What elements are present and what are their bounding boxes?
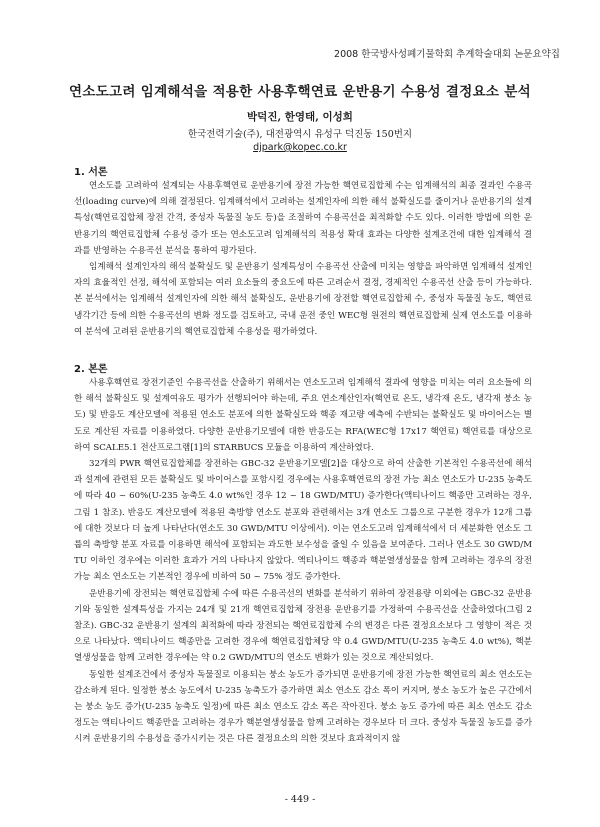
paper-title: 연소도고려 임계해석을 적용한 사용후핵연료 운반용기 수용성 결정요소 분석	[69, 84, 531, 100]
section-heading-intro: 1. 서론	[74, 167, 108, 178]
section-heading-main: 2. 본론	[74, 364, 108, 375]
section-body-intro	[74, 178, 532, 340]
running-head: 2008 한국방사성폐기물학회 추계학술대회 논문요약집	[334, 49, 560, 60]
page-number: - 449 -	[284, 794, 316, 805]
section-body-main	[74, 375, 532, 748]
author-list: 박덕진, 한영태, 이성희	[247, 111, 353, 123]
paragraph: 32개의 PWR 핵연료집합체를 장전하는 GBC-32 운반용기모델[2]을 대상으로 하여 산출한 기본적인 수용곡선에 해석과 설계에 관련된 모든 불확실도 및 바이어스를 포함시킬 경우에는 사용후핵연료의 장전 가능 최소 연소도가 U-235 농축도에 따라 40 ~ 60%(U-235 농축도 4.0 wt%인 경우 12 ~ 18 GWD/MTU) 증가한다(액티나이드 핵종만 고려하는 경우, 그림 1 참조). 반응도 계산모델에 적용된 축방향 연소도 분포와 관련해서는 3개 연소도 그룹으로 구분한 경우가 12개 그룹에 대한 것보다 더 높게 나타난다(연소도 30 GWD/MTU 이상에서). 이는 연소도고려 임계해석에서 더 세분화한 연소도 그룹의 축방향 분포 자료를 이용하면 해석에 포함되는 과도한 보수성을 줄일 수 있음을 보여준다. 그러나 연소도 30 GWD/MTU 이하인 경우에는 이러한 효과가 거의 나타나지 않았다. 액티나이드 핵종과 핵분열생성물을 함께 고려하는 경우의 장전 가능 최소 연소도는 기본적인 경우에 비하여 50 ~ 75% 정도 증가한다.	[74, 459, 532, 583]
paragraph: 임계해석 설계인자의 해석 불확실도 및 운반용기 설계특성이 수용곡선 산출에 미치는 영향을 파악하면 임계해석 설계인자의 효율적인 선정, 해석에 포함되는 여러 요소들의 중요도에 따른 고려순서 결정, 경제적인 수용곡선 산출 등이 가능하다. 본 분석에서는 임계해석 설계인자에 의한 해석 불확실도, 운반용기에 장전할 핵연료집합체 수, 중성자 독물질 농도, 핵연료 냉각기간 등에 의한 수용곡선의 변화 정도를 검토하고, 국내 운전 중인 WEC형 원전의 핵연료집합체 실제 연소도를 이용하여 분석에 고려된 운반용기의 핵연료집합체 수용성을 평가하였다.	[74, 262, 532, 337]
author-email: djpark@kopec.co.kr	[253, 142, 347, 153]
paragraph: 동일한 설계조건에서 중성자 독물질로 이용되는 붕소 농도가 증가되면 운반용기에 장전 가능한 핵연료의 최소 연소도는 감소하게 된다. 일정한 붕소 농도에서 U-235 농축도가 증가하면 최소 연소도 감소 폭이 커지며, 붕소 농도가 높은 구간에서는 붕소 농도 증가(U-235 농축도 일정)에 따른 최소 연소도 감소 폭은 작아진다. 붕소 농도 증가에 따른 최소 연소도 감소 정도는 액티나이드 핵종만을 고려하는 경우가 핵분열생성물을 함께 고려하는 경우보다 더 크다. 중성자 독물질 농도를 증가시켜 운반용기의 수용성을 증가시키는 것은 다른 결정요소의 의한 것보다 효과적이지 않	[74, 669, 532, 745]
paragraph: 운반용기에 장전되는 핵연료집합체 수에 따른 수용곡선의 변화를 분석하기 위하여 장전용량 이외에는 GBC-32 운반용기와 동일한 설계특성을 가지는 24개 및 21개 핵연료집합체 장전용 운반용기를 가정하여 수용곡선을 산출하였다(그림 2 참조). GBC-32 운반용기 설계의 최적화에 따라 장전되는 핵연료집합체 수의 변경은 다른 결정요소보다 그 영향이 적은 것으로 나타났다. 액티나이드 핵종만을 고려한 경우에 핵연료집합체당 약 0.4 GWD/MTU(U-235 농축도 4.0 wt%), 핵분열생성물을 함께 고려한 경우에는 약 0.2 GWD/MTU의 연소도 변화가 있는 것으로 계산되었다.	[74, 588, 532, 664]
paragraph: 연소도를 고려하여 설계되는 사용후핵연료 운반용기에 장전 가능한 핵연료집합체 수는 임계해석의 최종 결과인 수용곡선(loading curve)에 의해 결정된다. 임계해석에서 고려하는 설계인자에 의한 해석 불확실도를 줄이거나 운반용기의 설계특성(핵연료집합체 장전 간격, 중성자 독물질 농도 등)을 조절하여 수용곡선을 최적화할 수도 있다. 이러한 방법에 의한 운반용기의 핵연료집합체 수용성 증가 또는 연소도고려 임계해석의 적용성 확대 효과는 다양한 설계조건에 대한 임계해석 결과를 반영하는 수용곡선 분석을 통하여 평가된다.	[74, 181, 532, 256]
affiliation: 한국전력기술(주), 대전광역시 유성구 덕진동 150번지	[187, 129, 413, 140]
paragraph: 사용후핵연료 장전기준인 수용곡선을 산출하기 위해서는 연소도고려 임계해석 결과에 영향을 미치는 여러 요소들에 의한 해석 불확실도 및 설계여유도 평가가 선행되어야 하는데, 주요 연소계산인자(핵연료 온도, 냉각재 온도, 냉각재 붕소 농도) 및 반응도 계산모델에 적용된 연소도 분포에 의한 불확실도와 핵종 재고량 예측에 수반되는 불확실도 및 바이어스는 별도로 계산된 자료를 이용하였다. 다양한 운반용기모델에 대한 반응도는 RFA(WEC형 17x17 핵연료) 핵연료를 대상으로 하여 SCALE5.1 전산프로그램[1]의 STARBUCS 모듈을 이용하여 계산하였다.	[74, 378, 532, 453]
